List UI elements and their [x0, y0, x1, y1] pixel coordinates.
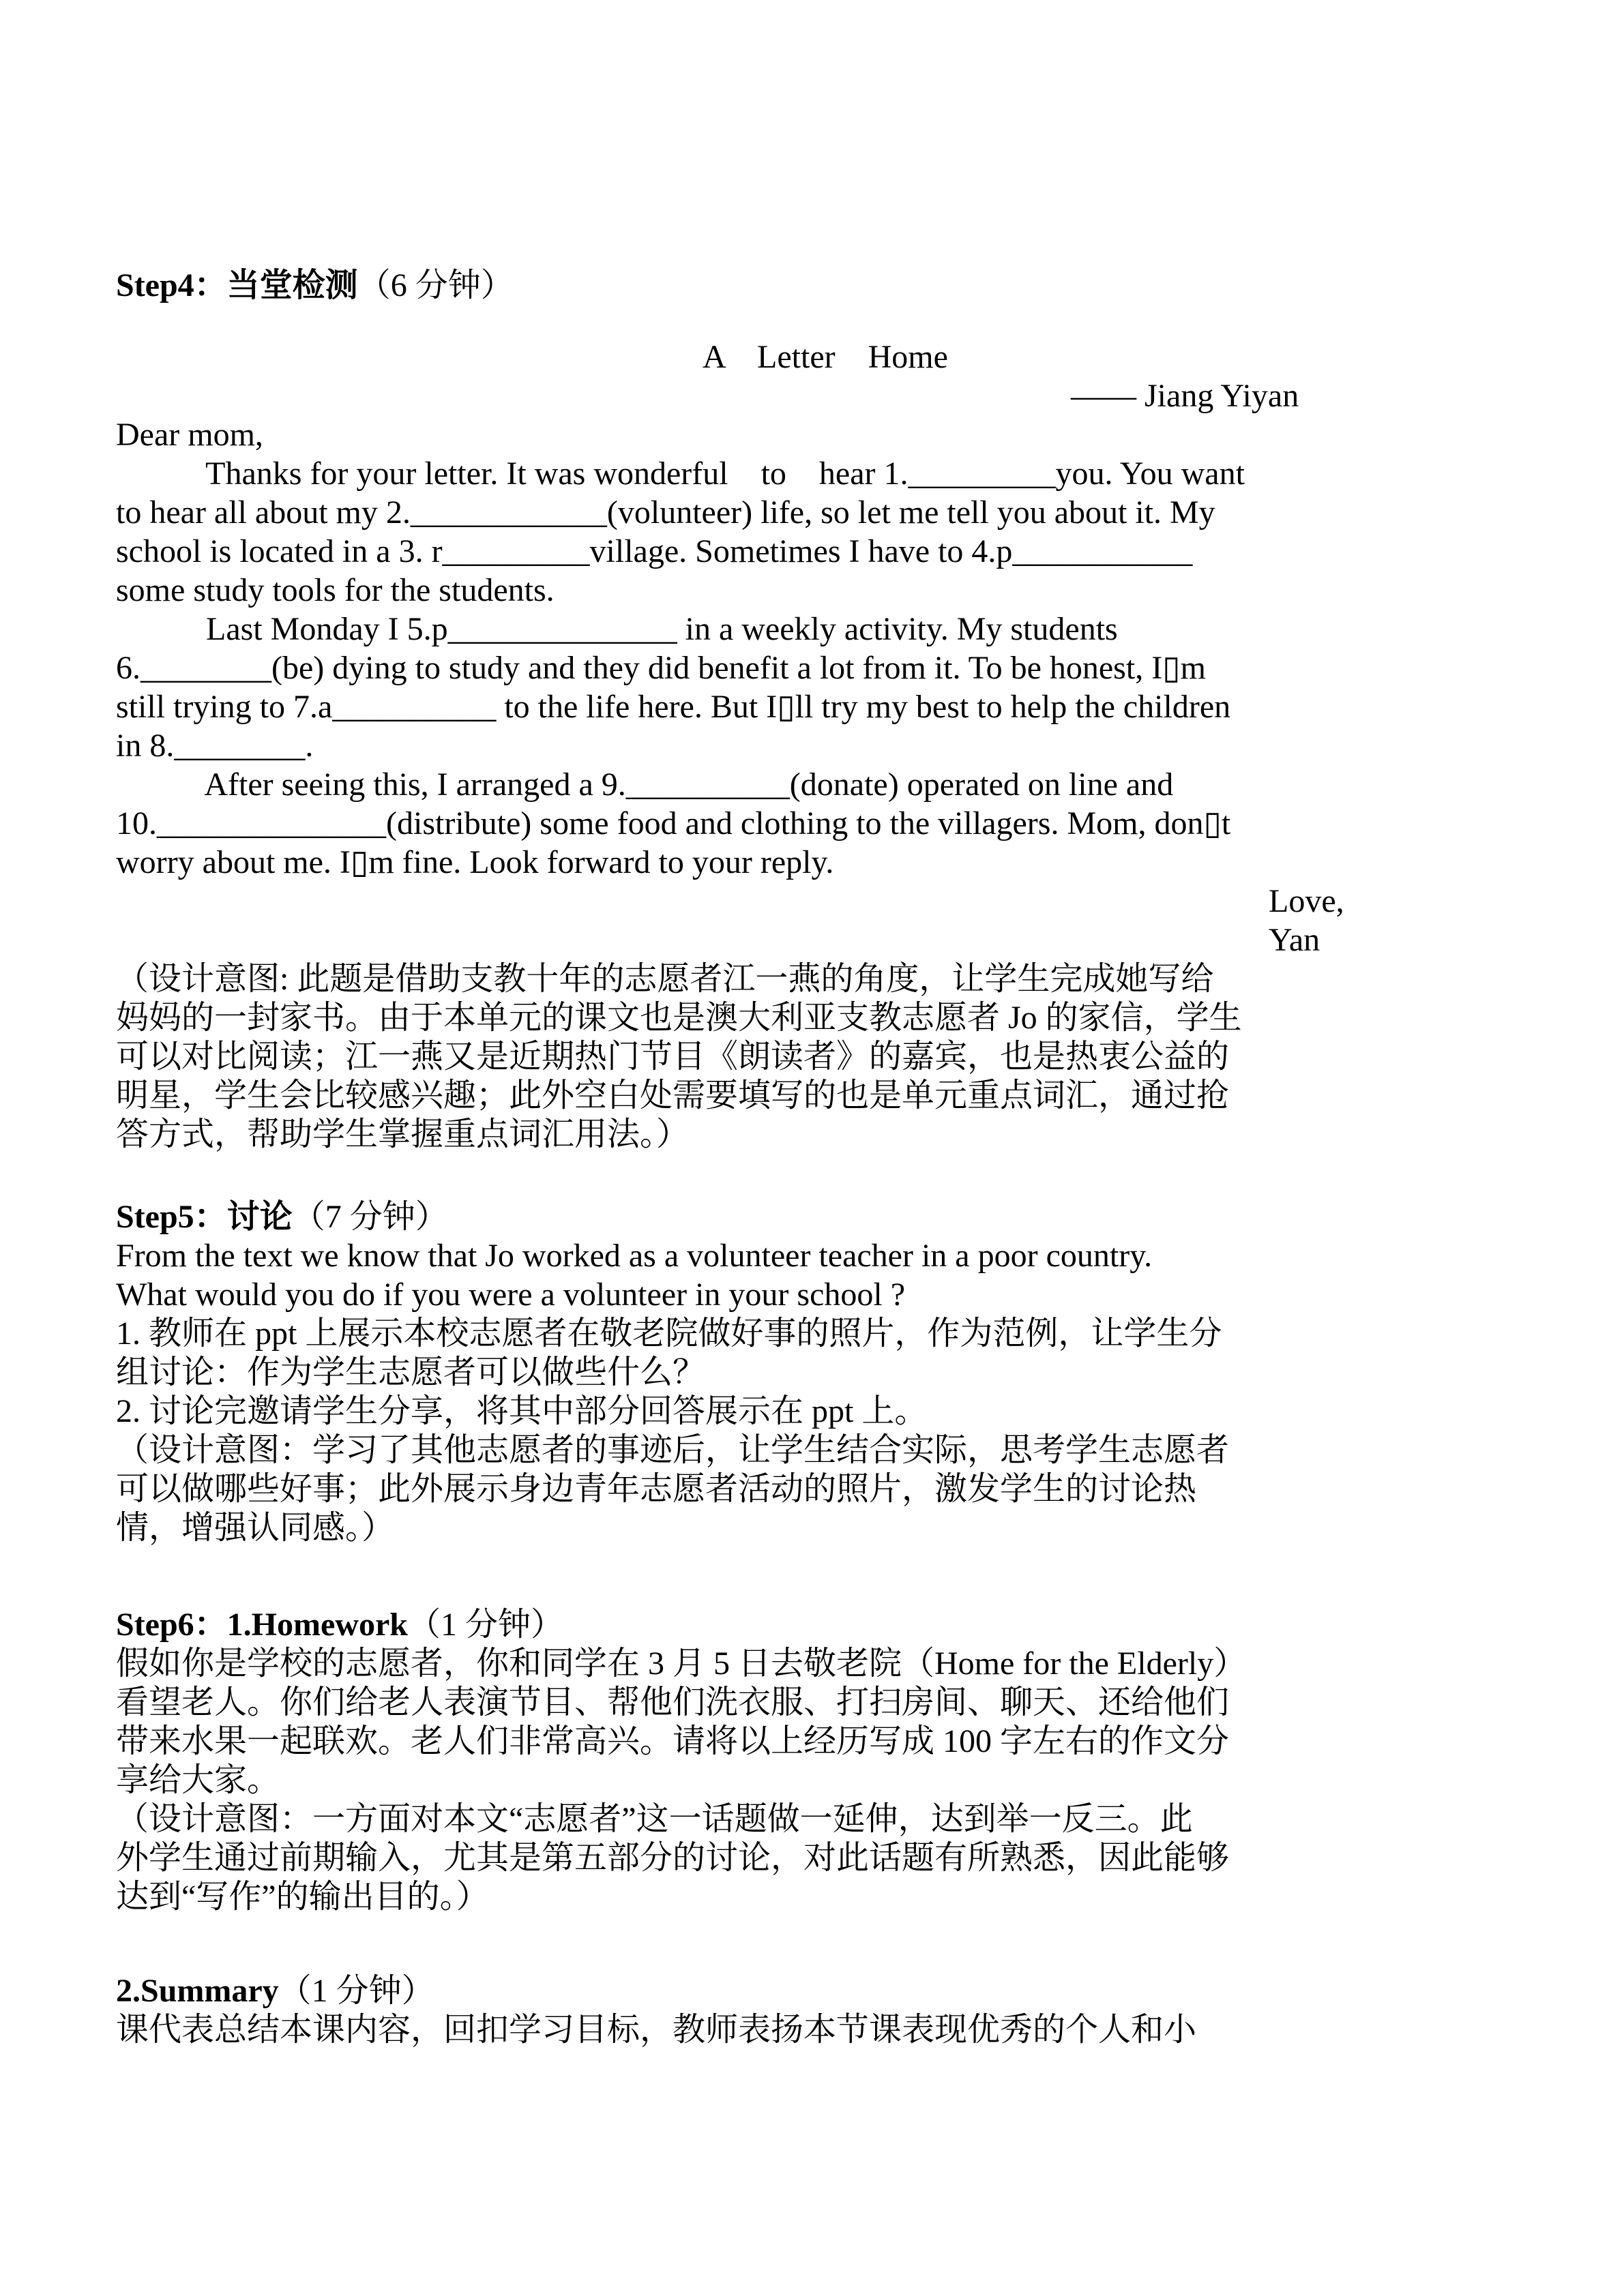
summary-heading-duration: （1 分钟） [278, 1973, 434, 2009]
step5-line: 2. 讨论完邀请学生分享，将其中部分回答展示在 ppt 上。 [116, 1393, 928, 1429]
step4-design-note-line: 明星，学生会比较感兴趣；此外空白处需要填写的也是单元重点词汇，通过抢 [116, 1077, 1230, 1114]
step6-line: 享给大家。 [116, 1762, 280, 1798]
step4-heading [116, 266, 1515, 305]
letter-body-line: Thanks for your letter. It was wonderful to hear 1._________you. You want [116, 456, 1245, 492]
letter-closing: Love, [1269, 883, 1344, 919]
summary-heading [116, 1971, 1515, 2010]
step5-line: From the text we know that Jo worked as a volunteer teacher in a poor country. [116, 1238, 1153, 1274]
step5-design-note-line: 可以做哪些好事；此外展示身边青年志愿者活动的照片，激发学生的讨论热 [116, 1471, 1197, 1507]
step6-design-note-line: （设计意图：一方面对本文“志愿者”这一话题做一延伸，达到举一反三。此 [116, 1801, 1193, 1837]
step5-heading [116, 1197, 1515, 1236]
step6-design-note-line: 达到“写作”的输出目的。） [116, 1879, 489, 1915]
letter-body-line: school is located in a 3. r_________village. Sometimes I have to 4.p___________ [116, 533, 1193, 569]
step5-design-note-line: 情，增强认同感。） [116, 1510, 395, 1546]
step5-line: 1. 教师在 ppt 上展示本校志愿者在敬老院做好事的照片，作为范例，让学生分 [116, 1315, 1222, 1352]
step4-design-note-line: 答方式，帮助学生掌握重点词汇用法。） [116, 1116, 690, 1152]
step4-heading-title: Step4：当堂检测 [116, 267, 358, 303]
letter-body-line: some study tools for the students. [116, 572, 555, 608]
step4-heading-duration: （6 分钟） [357, 267, 514, 303]
step6-heading [116, 1605, 1515, 1644]
step5-heading-duration: （7 分钟） [292, 1199, 448, 1235]
step5-design-note-line: （设计意图：学习了其他志愿者的事迹后，让学生结合实际，思考学生志愿者 [116, 1432, 1230, 1468]
summary-heading-title: 2.Summary [116, 1973, 279, 2009]
step6-line: 假如你是学校的志愿者，你和同学在 3 月 5 日去敬老院（Home for the Elderly） [116, 1645, 1247, 1682]
step6-heading-title: Step6：1.Homework [116, 1607, 408, 1643]
letter-body-line: worry about me. I▯m fine. Look forward to your reply. [116, 844, 834, 880]
step4-design-note-line: （设计意图: 此题是借助支教十年的志愿者江一燕的角度，让学生完成她写给 [116, 961, 1214, 997]
step6-line: 带来水果一起联欢。老人们非常高兴。请将以上经历写成 100 字左右的作文分 [116, 1723, 1230, 1759]
letter-title: A Letter Home [703, 339, 948, 375]
letter-body-line: in 8.________. [116, 728, 314, 764]
letter-signature: Yan [1269, 922, 1320, 958]
step6-line: 看望老人。你们给老人表演节目、帮他们洗衣服、打扫房间、聊天、还给他们 [116, 1684, 1230, 1720]
letter-body-line: After seeing this, I arranged a 9.__________(donate) operated on line and [116, 766, 1174, 803]
letter-body-line: still trying to 7.a__________ to the life here. But I▯ll try my best to help the children [116, 689, 1231, 725]
letter-body-line: 6.________(be) dying to study and they did benefit a lot from it. To be honest, I▯m [116, 650, 1206, 686]
letter-body-line: to hear all about my 2.____________(volunteer) life, so let me tell you about it. My [116, 494, 1215, 531]
step6-design-note-line: 外学生通过前期输入，尤其是第五部分的讨论，对此话题有所熟悉，因此能够 [116, 1840, 1230, 1876]
letter-salutation: Dear mom, [116, 417, 263, 453]
step5-line: 组讨论：作为学生志愿者可以做些什么？ [116, 1354, 706, 1390]
letter-body-line: 10.______________(distribute) some food and clothing to the villagers. Mom, don▯t [116, 805, 1231, 841]
step5-heading-title: Step5：讨论 [116, 1199, 293, 1235]
step6-heading-duration: （1 分钟） [407, 1607, 563, 1643]
letter-body-line: Last Monday I 5.p______________ in a weekly activity. My students [116, 611, 1118, 647]
summary-text: 课代表总结本课内容，回扣学习目标，教师表扬本节课表现优秀的个人和小 [116, 2012, 1197, 2048]
step5-line: What would you do if you were a volunteer in your school ? [116, 1277, 906, 1313]
step4-design-note-line: 可以对比阅读；江一燕又是近期热门节目《朗读者》的嘉宾，也是热衷公益的 [116, 1039, 1230, 1075]
letter-byline: —— Jiang Yiyan [1071, 378, 1299, 414]
step4-design-note-line: 妈妈的一封家书。由于本单元的课文也是澳大利亚支教志愿者 Jo 的家信，学生 [116, 1000, 1242, 1036]
